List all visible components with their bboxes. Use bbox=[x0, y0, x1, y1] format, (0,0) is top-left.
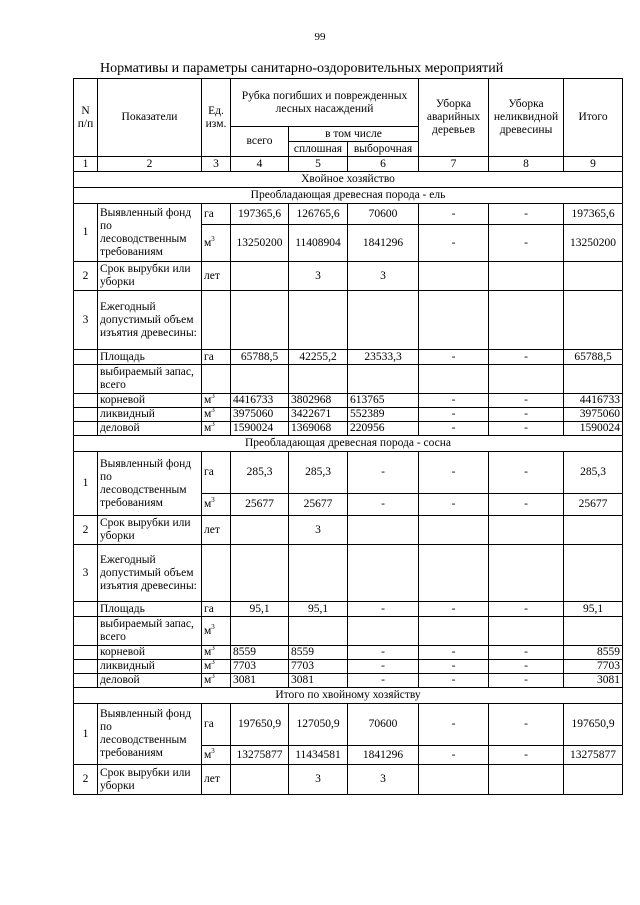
value-cell: 1590024 bbox=[564, 422, 623, 436]
unit-cell: $м^3$ bbox=[202, 422, 231, 436]
unit-cell: лет bbox=[202, 516, 231, 545]
colnum: 3 bbox=[202, 157, 231, 172]
value-cell: 127050,9 bbox=[289, 704, 348, 746]
value-cell: 285,3 bbox=[289, 452, 348, 494]
header-clear: сплошная bbox=[289, 142, 348, 157]
row-label: деловой bbox=[98, 674, 202, 688]
unit-cell: га bbox=[202, 704, 231, 746]
row-label: выбираемый запас, всего bbox=[98, 617, 202, 646]
value-cell: 3422671 bbox=[289, 408, 348, 422]
value-cell: - bbox=[419, 408, 489, 422]
value-cell: 3081 bbox=[231, 674, 289, 688]
value-cell: - bbox=[419, 646, 489, 660]
unit-cell: $м^3$ bbox=[202, 674, 231, 688]
row-label: Площадь bbox=[98, 602, 202, 617]
value-cell: - bbox=[489, 350, 564, 365]
value-cell: - bbox=[419, 704, 489, 746]
value-cell: - bbox=[419, 674, 489, 688]
value-cell: - bbox=[489, 408, 564, 422]
value-cell: 3 bbox=[289, 262, 348, 291]
value-cell: 8559 bbox=[564, 646, 623, 660]
header-selective: выборочная bbox=[348, 142, 419, 157]
row-number: 2 bbox=[74, 516, 98, 545]
value-cell: - bbox=[419, 350, 489, 365]
value-cell: - bbox=[489, 204, 564, 225]
value-cell: 23533,3 bbox=[348, 350, 419, 365]
value-cell: - bbox=[419, 494, 489, 516]
value-cell: 1841296 bbox=[348, 225, 419, 262]
value-cell: - bbox=[348, 646, 419, 660]
value-cell: - bbox=[419, 225, 489, 262]
value-cell: - bbox=[489, 452, 564, 494]
colnum: 2 bbox=[98, 157, 202, 172]
value-cell: 3 bbox=[289, 765, 348, 795]
value-cell: 1841296 bbox=[348, 746, 419, 765]
row-label: Выявленный фонд по лесоводственным требованиям bbox=[98, 452, 202, 516]
unit-cell: лет bbox=[202, 765, 231, 795]
row-label: Ежегодный допустимый объем изъятия древесины: bbox=[98, 291, 202, 350]
value-cell: 11408904 bbox=[289, 225, 348, 262]
value-cell: 220956 bbox=[348, 422, 419, 436]
value-cell: 3 bbox=[348, 262, 419, 291]
value-cell: - bbox=[419, 204, 489, 225]
value-cell: 7703 bbox=[564, 660, 623, 674]
value-cell: 25677 bbox=[289, 494, 348, 516]
value-cell: - bbox=[348, 494, 419, 516]
colnum: 9 bbox=[564, 157, 623, 172]
colnum: 6 bbox=[348, 157, 419, 172]
value-cell: 65788,5 bbox=[231, 350, 289, 365]
value-cell: 4416733 bbox=[564, 394, 623, 408]
unit-cell: га bbox=[202, 602, 231, 617]
forestry-table bbox=[73, 78, 623, 795]
value-cell: - bbox=[489, 746, 564, 765]
value-cell: 95,1 bbox=[564, 602, 623, 617]
section-total: Итого по хвойному хозяйству bbox=[74, 688, 623, 704]
header-felling: Рубка погибших и поврежденных лесных насаждений bbox=[231, 79, 419, 127]
value-cell: - bbox=[419, 422, 489, 436]
value-cell: 70600 bbox=[348, 204, 419, 225]
header-n: N п/п bbox=[74, 79, 98, 157]
row-label: выбираемый запас, всего bbox=[98, 365, 202, 394]
header-incl: в том числе bbox=[289, 127, 419, 142]
colnum: 4 bbox=[231, 157, 289, 172]
value-cell: - bbox=[489, 704, 564, 746]
row-number: 3 bbox=[74, 291, 98, 350]
row-label: Выявленный фонд по лесоводственным требованиям bbox=[98, 204, 202, 262]
row-number: 1 bbox=[74, 204, 98, 262]
row-label: деловой bbox=[98, 422, 202, 436]
row-label: корневой bbox=[98, 646, 202, 660]
value-cell: - bbox=[489, 646, 564, 660]
value-cell: 3081 bbox=[564, 674, 623, 688]
value-cell: - bbox=[489, 422, 564, 436]
value-cell: 65788,5 bbox=[564, 350, 623, 365]
row-label: Срок вырубки или уборки bbox=[98, 262, 202, 291]
value-cell: - bbox=[419, 746, 489, 765]
row-label: ликвидный bbox=[98, 660, 202, 674]
value-cell: 7703 bbox=[289, 660, 348, 674]
value-cell: 11434581 bbox=[289, 746, 348, 765]
unit-cell: $м^3$ bbox=[202, 617, 231, 646]
value-cell: 197365,6 bbox=[564, 204, 623, 225]
header-nonliquid: Уборка неликвидной древесины bbox=[489, 79, 564, 157]
value-cell: - bbox=[419, 452, 489, 494]
value-cell: 197650,9 bbox=[231, 704, 289, 746]
row-number: 2 bbox=[74, 765, 98, 795]
row-label: Срок вырубки или уборки bbox=[98, 765, 202, 795]
row-number: 1 bbox=[74, 452, 98, 516]
value-cell: 1369068 bbox=[289, 422, 348, 436]
unit-cell: $м^3$ bbox=[202, 394, 231, 408]
value-cell: - bbox=[489, 660, 564, 674]
value-cell: 3975060 bbox=[231, 408, 289, 422]
value-cell: - bbox=[489, 674, 564, 688]
value-cell: 95,1 bbox=[231, 602, 289, 617]
value-cell bbox=[564, 262, 623, 291]
value-cell: 25677 bbox=[564, 494, 623, 516]
unit-cell: га bbox=[202, 452, 231, 494]
colnum: 5 bbox=[289, 157, 348, 172]
value-cell: 3802968 bbox=[289, 394, 348, 408]
value-cell: 95,1 bbox=[289, 602, 348, 617]
unit-cell: га bbox=[202, 204, 231, 225]
section-spruce: Преобладающая древесная порода - ель bbox=[74, 188, 623, 204]
value-cell: 13275877 bbox=[231, 746, 289, 765]
header-emergency: Уборка аварийных деревьев bbox=[419, 79, 489, 157]
value-cell: 126765,6 bbox=[289, 204, 348, 225]
value-cell bbox=[231, 262, 289, 291]
value-cell bbox=[419, 262, 489, 291]
unit-cell: $м^3$ bbox=[202, 225, 231, 262]
unit-cell: $м^3$ bbox=[202, 646, 231, 660]
row-label: Срок вырубки или уборки bbox=[98, 516, 202, 545]
value-cell: 3 bbox=[348, 765, 419, 795]
value-cell: - bbox=[348, 452, 419, 494]
value-cell: - bbox=[348, 674, 419, 688]
value-cell: 8559 bbox=[289, 646, 348, 660]
value-cell bbox=[489, 262, 564, 291]
unit-cell: га bbox=[202, 350, 231, 365]
unit-cell: $м^3$ bbox=[202, 494, 231, 516]
value-cell: 613765 bbox=[348, 394, 419, 408]
value-cell: 13250200 bbox=[564, 225, 623, 262]
value-cell: 42255,2 bbox=[289, 350, 348, 365]
value-cell: - bbox=[489, 494, 564, 516]
colnum: 7 bbox=[419, 157, 489, 172]
header-unit: Ед. изм. bbox=[202, 79, 231, 157]
document-title: Нормативы и параметры санитарно-оздоровительных мероприятий bbox=[100, 61, 504, 76]
value-cell: 552389 bbox=[348, 408, 419, 422]
value-cell: 3975060 bbox=[564, 408, 623, 422]
value-cell: - bbox=[419, 660, 489, 674]
value-cell: 70600 bbox=[348, 704, 419, 746]
row-label: корневой bbox=[98, 394, 202, 408]
value-cell: 13250200 bbox=[231, 225, 289, 262]
section-pine: Преобладающая древесная порода - сосна bbox=[74, 436, 623, 452]
value-cell: - bbox=[489, 225, 564, 262]
value-cell bbox=[231, 516, 289, 545]
value-cell: 197365,6 bbox=[231, 204, 289, 225]
header-itogo: Итого bbox=[564, 79, 623, 157]
value-cell: - bbox=[419, 602, 489, 617]
unit-cell: лет bbox=[202, 262, 231, 291]
row-label: ликвидный bbox=[98, 408, 202, 422]
header-total-all: всего bbox=[231, 127, 289, 157]
row-number: 3 bbox=[74, 545, 98, 602]
colnum: 8 bbox=[489, 157, 564, 172]
row-label: Выявленный фонд по лесоводственным требованиям bbox=[98, 704, 202, 765]
value-cell: 7703 bbox=[231, 660, 289, 674]
unit-cell: $м^3$ bbox=[202, 660, 231, 674]
value-cell: 285,3 bbox=[564, 452, 623, 494]
value-cell: 197650,9 bbox=[564, 704, 623, 746]
value-cell: - bbox=[419, 394, 489, 408]
value-cell: 8559 bbox=[231, 646, 289, 660]
section-conifer: Хвойное хозяйство bbox=[74, 172, 623, 188]
value-cell: - bbox=[489, 394, 564, 408]
value-cell: 4416733 bbox=[231, 394, 289, 408]
row-label: Ежегодный допустимый объем изъятия древесины: bbox=[98, 545, 202, 602]
value-cell: 1590024 bbox=[231, 422, 289, 436]
unit-cell: $м^3$ bbox=[202, 408, 231, 422]
row-number: 1 bbox=[74, 704, 98, 765]
row-number: 2 bbox=[74, 262, 98, 291]
row-label: Площадь bbox=[98, 350, 202, 365]
value-cell: 25677 bbox=[231, 494, 289, 516]
header-indicators: Показатели bbox=[98, 79, 202, 157]
value-cell: - bbox=[348, 660, 419, 674]
value-cell: - bbox=[348, 602, 419, 617]
colnum: 1 bbox=[74, 157, 98, 172]
value-cell: 3081 bbox=[289, 674, 348, 688]
unit-cell: $м^3$ bbox=[202, 746, 231, 765]
value-cell: 285,3 bbox=[231, 452, 289, 494]
page-number: 99 bbox=[314, 31, 326, 43]
value-cell: 13275877 bbox=[564, 746, 623, 765]
value-cell: - bbox=[489, 602, 564, 617]
value-cell: 3 bbox=[289, 516, 348, 545]
